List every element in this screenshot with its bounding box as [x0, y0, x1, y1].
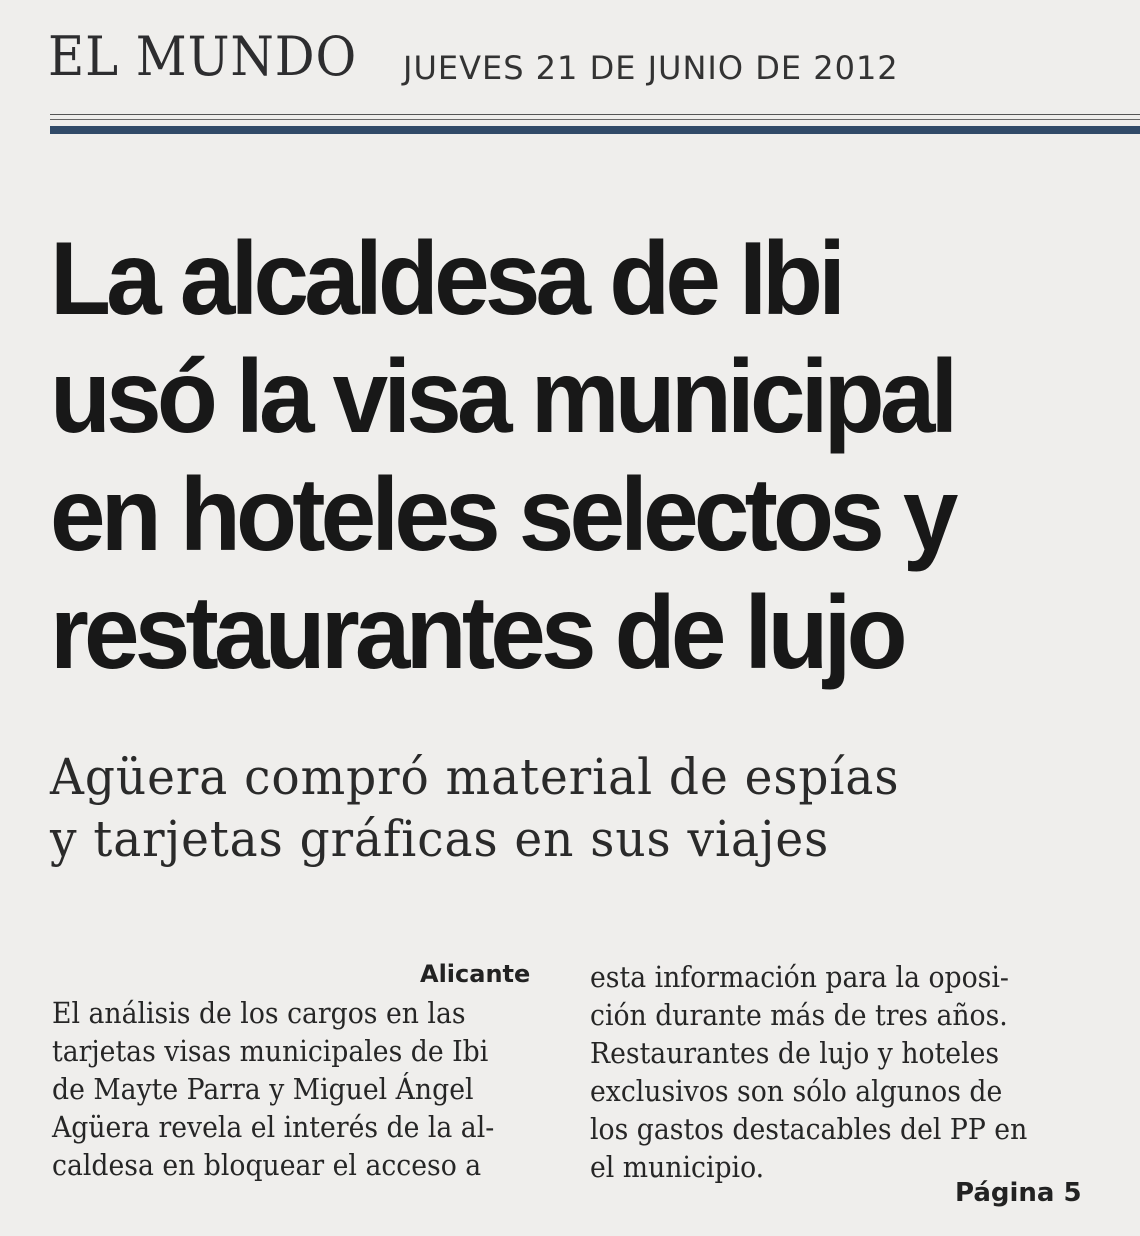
body-column-left [52, 994, 567, 1184]
body-line: ción durante más de tres años. [590, 998, 1008, 1032]
rule-line-middle [50, 119, 1140, 120]
subheadline [50, 746, 1065, 870]
issue-date: JUEVES 21 DE JUNIO DE 2012 [403, 49, 899, 87]
body-line: los gastos destacables del PP en [590, 1112, 1028, 1146]
body-line: el municipio. [590, 1150, 765, 1184]
headline [50, 220, 1096, 692]
body-line: esta información para la oposi- [590, 960, 1009, 994]
headline-line: en hoteles selectos y [50, 457, 954, 573]
masthead-rule [50, 114, 1140, 142]
body-line: exclusivos son sólo algunos de [590, 1074, 1003, 1108]
body-line: El análisis de los cargos en las [52, 996, 466, 1030]
headline-line: usó la visa municipal [50, 339, 954, 455]
body-line: Agüera revela el interés de la al- [52, 1110, 495, 1144]
dateline-location: Alicante [420, 960, 531, 988]
headline-line: restaurantes de lujo [50, 575, 903, 691]
page-reference: Página 5 [955, 1178, 1082, 1208]
body-line: tarjetas visas municipales de Ibi [52, 1034, 489, 1068]
subheadline-line: y tarjetas gráficas en sus viajes [50, 810, 830, 868]
body-line: caldesa en bloquear el acceso a [52, 1148, 482, 1182]
rule-bar [50, 126, 1140, 134]
body-line: de Mayte Parra y Miguel Ángel [52, 1072, 474, 1106]
body-line: Restaurantes de lujo y hoteles [590, 1036, 1000, 1070]
masthead [48, 25, 1140, 100]
rule-line-top [50, 114, 1140, 115]
headline-line: La alcaldesa de Ibi [50, 221, 842, 337]
subheadline-line: Agüera compró material de espías [50, 748, 900, 806]
body-column-right [590, 958, 1105, 1186]
newspaper-name: EL MUNDO [48, 25, 358, 88]
